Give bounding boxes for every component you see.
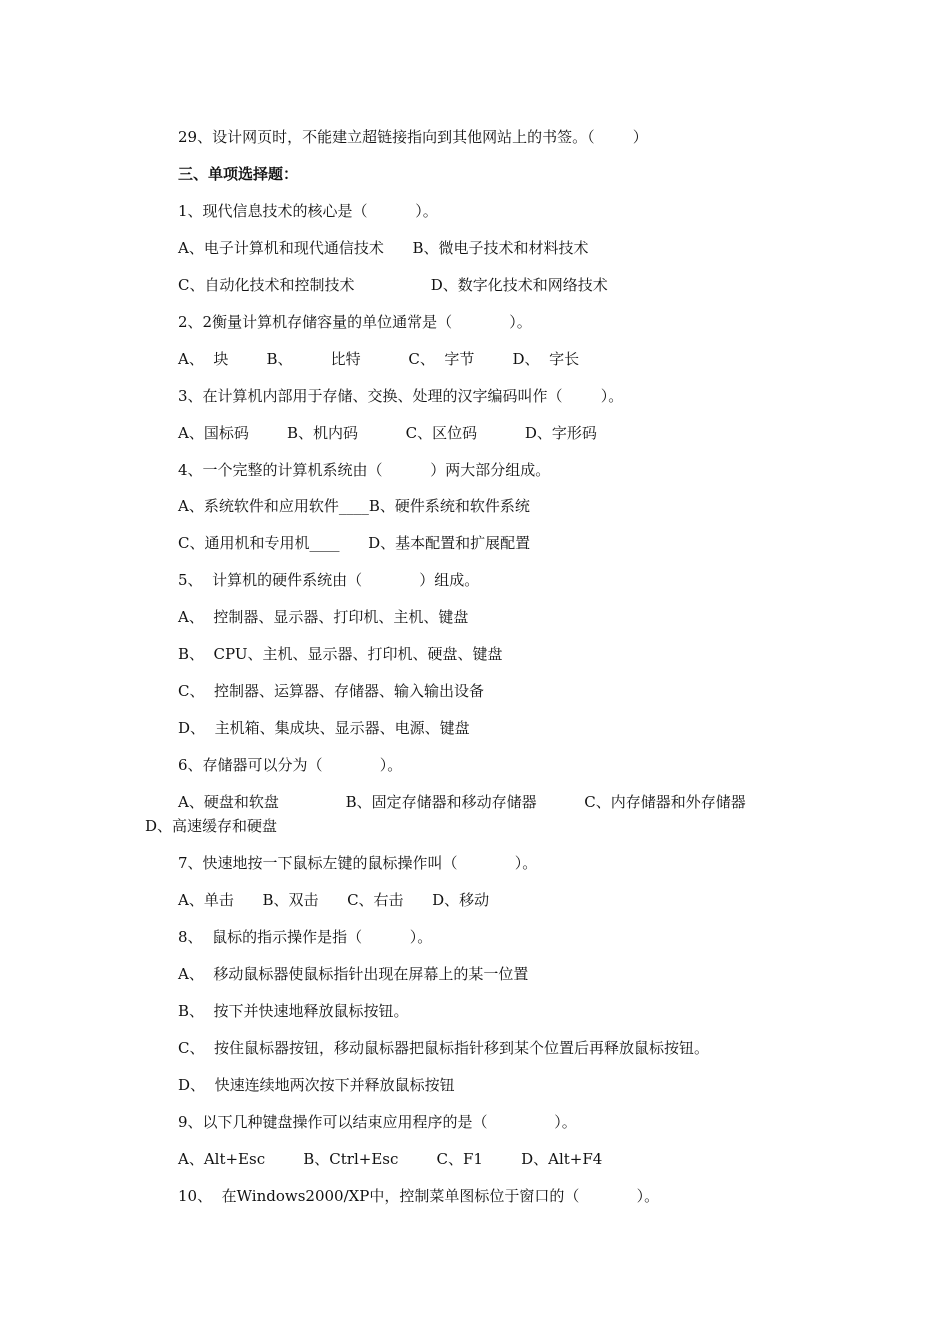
question-6-option-d: D、高速缓存和硬盘: [145, 817, 278, 835]
question-9: 9、以下几种键盘操作可以结束应用程序的是（ ）。: [178, 1113, 577, 1131]
section-heading: 三、单项选择题：: [178, 165, 299, 183]
question-1: 1、现代信息技术的核心是（ ）。: [178, 202, 438, 220]
question-5-option-a: A、 控制器、显示器、打印机、主机、键盘: [178, 608, 469, 626]
question-1-options-cd: C、自动化技术和控制技术 D、数字化技术和网络技术: [178, 276, 608, 294]
question-6-options-abc: A、硬盘和软盘 B、固定存储器和移动存储器 C、内存储器和外存储器: [178, 793, 746, 811]
question-8-option-c: C、 按住鼠标器按钮，移动鼠标器把鼠标指针移到某个位置后再释放鼠标按钮。: [178, 1039, 710, 1057]
question-7-options: A、单击 B、双击 C、右击 D、移动: [178, 891, 490, 909]
question-8-option-a: A、 移动鼠标器使鼠标指针出现在屏幕上的某一位置: [178, 965, 529, 983]
question-8-option-d: D、 快速连续地两次按下并释放鼠标按钮: [178, 1076, 455, 1094]
question-8-option-b: B、 按下并快速地释放鼠标按钮。: [178, 1002, 409, 1020]
question-7: 7、快速地按一下鼠标左键的鼠标操作叫（ ）。: [178, 854, 538, 872]
question-5-option-d: D、 主机箱、集成块、显示器、电源、键盘: [178, 719, 470, 737]
question-5: 5、 计算机的硬件系统由（ ）组成。: [178, 571, 480, 589]
question-3: 3、在计算机内部用于存储、交换、处理的汉字编码叫作（ ）。: [178, 387, 624, 405]
question-3-options: A、国标码 B、机内码 C、区位码 D、字形码: [178, 424, 597, 442]
question-1-options-ab: A、电子计算机和现代通信技术 B、微电子技术和材料技术: [178, 239, 589, 257]
question-6: 6、存储器可以分为（ ）。: [178, 756, 403, 774]
question-4-options-cd: C、通用机和专用机____ D、基本配置和扩展配置: [178, 534, 531, 552]
question-29: 29、设计网页时，不能建立超链接指向到其他网站上的书签。（ ）: [178, 128, 648, 146]
question-2: 2、2衡量计算机存储容量的单位通常是（ ）。: [178, 313, 532, 331]
question-2-options: A、 块 B、 比特 C、 字节 D、 字长: [178, 350, 580, 368]
question-5-option-c: C、 控制器、运算器、存储器、输入输出设备: [178, 682, 485, 700]
question-9-options: A、Alt+Esc B、Ctrl+Esc C、F1 D、Alt+F4: [178, 1150, 603, 1168]
question-5-option-b: B、 CPU、主机、显示器、打印机、硬盘、键盘: [178, 645, 503, 663]
question-10: 10、 在Windows2000/XP中，控制菜单图标位于窗口的（ ）。: [178, 1187, 660, 1205]
question-8: 8、 鼠标的指示操作是指（ ）。: [178, 928, 433, 946]
question-4-options-ab: A、系统软件和应用软件____B、硬件系统和软件系统: [178, 497, 530, 515]
question-4: 4、一个完整的计算机系统由（ ）两大部分组成。: [178, 461, 551, 479]
